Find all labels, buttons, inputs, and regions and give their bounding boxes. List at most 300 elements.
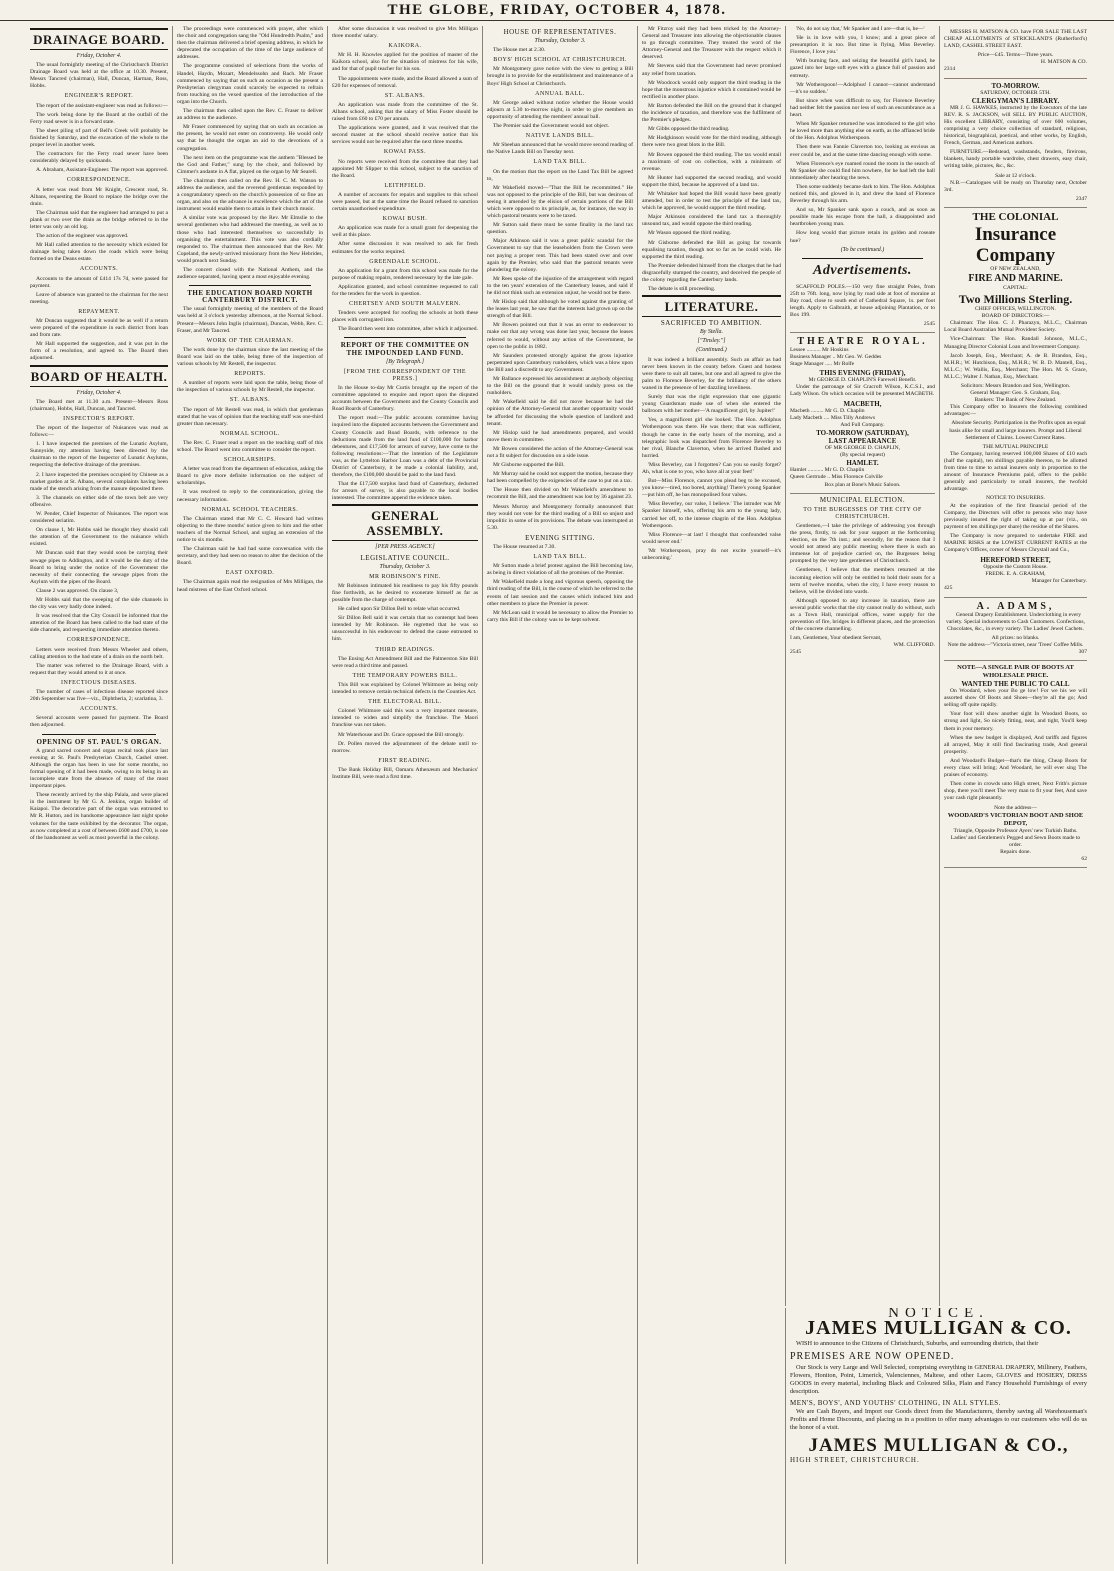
assembly-para: The House then divided on Mr Wakefield's amendment to recommit the Bill, and the amendment was lost by 36 against 23. <box>487 487 633 501</box>
insurance-nz: OF NEW ZEALAND, <box>990 265 1041 272</box>
boots-addr2: Triangle, Opposite Professor Ayers' new Turkish Baths. <box>953 827 1078 834</box>
to-be-continued: (To be continued.) <box>840 246 885 253</box>
health-para: 2. I have inspected the premises occupied by Chinese as a market garden at St. Albans, several complaints having been made of the stench arising from the manure deposited there. <box>30 471 168 492</box>
column-1 <box>26 26 172 1564</box>
accounts-heading: ACCOUNTS. <box>79 266 119 273</box>
theatre-last: LAST APPEARANCE <box>828 437 897 446</box>
education-para: An application for a grant from this school was made for the purpose of making repairs, rendered necessary by the late gale. <box>332 267 478 281</box>
assembly-para: Dr. Pollen moved the adjournment of the debate until to-morrow. <box>332 740 478 754</box>
education-para: Tenders were accepted for roofing the schools at both these places with corrugated iron. <box>332 310 478 324</box>
boots-addr4: Repairs done. <box>1000 848 1031 855</box>
story-para: With burning face, and seizing the beautiful girl's hand, he gazed into her large soft eyes with a glance full of passion and entreaty. <box>790 58 935 79</box>
boots-note: Note the address— <box>994 804 1037 811</box>
story-title: SACRIFICED TO AMBITION. <box>660 319 763 328</box>
assembly-para: Mr Montgomery gave notice with the view to getting a Bill brought in to provide for the establishment and maintenance of a Boys' High School at Christchurch. <box>487 66 633 87</box>
theatre-box: Box plan at Bone's Music Saloon. <box>824 481 901 488</box>
education-para: Mr H. H. Knowles applied for the position of master of the Kaikora school, also for the situation of mistress for his wife, and for that of pupil teacher for his son. <box>332 52 478 73</box>
adams-address: Note the address—"Victoria street, near 'Trees' Coffee Mills. <box>947 641 1084 648</box>
assembly-para: Mr Gibbs opposed the third reading. <box>648 126 730 133</box>
education-para: The applications were granted, and it was resolved that the second master at the school should receive notice that his services would not be required after the next three months. <box>332 125 478 146</box>
story-para: Surely that was the right expression that one gigantic young Guardsman made use of when she entered the ballroom with her mother—'A magnificent girl, by Jupiter!' <box>642 394 781 415</box>
land-fund-heading: REPORT OF THE COMMITTEE ON THE IMPOUNDED LAND FUND. <box>340 341 470 357</box>
drainage-intro: The usual fortnightly meeting of the Christchurch District Drainage Board was held at the office at 10.30. Present, Messrs Tancred (chairman), Hall, Duncan, Harman, Ross, Hobbs. <box>30 62 168 90</box>
theatre-tomorrow: TO-MORROW (SATURDAY), <box>816 429 909 438</box>
assembly-para: Mr Fitzroy said they had been tricked by the Attorney-General and Treasurer into allowing the objectionable clauses to go through committee. They treated the word of the Attorney-General and the Treasurer with the respect which it deserved. <box>642 26 781 61</box>
board-of-health-heading: BOARD OF HEALTH. <box>30 365 168 387</box>
library-note: N.B.—Catalogues will be ready on Thursday next, October 3rd. <box>944 179 1087 193</box>
land-para: In the House to-day Mr Curtis brought up the report of the committee appointed to enquire and report upon the disputed accounts between the Government and the County Councils and Road Boards of Canterbury. <box>332 384 478 413</box>
boots-verse: And Woodard's Budget—that's the thing, Cheap Boots for every class will bring; And Woodard, he will ever sing The praises of economy. <box>944 757 1087 779</box>
boots-addr3: Ladies' and Gentlemen's Pegged and Sewn Boots made to order. <box>950 834 1081 848</box>
insurance-bankers: Bankers: The Bank of New Zealand. <box>974 397 1057 404</box>
health-para: The matter was referred to the Drainage Board, with a request that they would attend to it at once. <box>30 662 168 676</box>
education-subheading: REPORTS. <box>234 371 266 378</box>
boots-want: WANTED THE PUBLIC TO CALL <box>961 680 1070 689</box>
drainage-para: Leave of absence was granted to the chairman for the next meeting. <box>30 291 168 305</box>
library-ad <box>944 79 1087 208</box>
education-subheading: NORMAL SCHOOL TEACHERS. <box>201 506 299 513</box>
notice-heading: NOTICE. <box>888 1308 989 1321</box>
theatre-of: OF MR GEORGE D. CHAPLIN, <box>824 445 901 452</box>
assembly-para: Mr Hislop said that although he voted against the granting of the leases last year, he saw that the interests had grown up on the strength of that Bill. <box>487 299 633 320</box>
column-4 <box>482 26 637 1564</box>
mulligan-address: HIGH STREET, CHRISTCHURCH. <box>790 1456 920 1465</box>
drainage-para: The contractors for the Ferry road sewer have been considerably delayed by quicksands. <box>30 151 168 165</box>
drainage-para: Mr Duncan suggested that it would be as well if a return were prepared of the expenditure in each district from loan and from rate. <box>30 318 168 339</box>
health-para: The number of cases of infectious disease reported since 20th September was five—viz., Diphtheria, 2; scarlatina, 3. <box>30 689 168 703</box>
education-subheading: EAST OXFORD. <box>225 570 275 577</box>
divider <box>344 337 466 338</box>
library-title: CLERGYMAN'S LIBRARY. <box>971 96 1060 105</box>
education-subheading: LEITHFIELD. <box>384 182 426 189</box>
mulligan-wish: WISH to announce to the Citizens of Christchurch, Suburbs, and surrounding districts, that their <box>796 1340 1039 1348</box>
library-furniture: FURNITURE.—Bedstead, washstands, fenders, fireirons, blankets, handy portable wardrobe, chest drawers, easy chair, writing table, pictures, &c., &c. <box>944 149 1087 170</box>
assembly-para: Mr Gisborne defended the Bill as going far towards equalising taxation, though not so far as he could wish. He supported the third reading. <box>642 239 781 260</box>
scaffold-text: SCAFFOLD POLES.—150 very fine straight Poles, from 25ft to 76ft. long, now lying by road side at foot of moraine at Bay road, close to south end of Cathedral Square, 1s. per foot length. Apply to Galbraith, at house adjoining Plantation, or to Box 199. <box>790 283 935 319</box>
insurance-board: BOARD OF DIRECTORS:— <box>981 313 1050 320</box>
boots-verse: Then come in crowds unto High street, Next Frith's picture shop, there you'll meet The very man to fit your feet, And save your cash right pleasantly. <box>944 781 1087 802</box>
assembly-para: Mr Stevens said that the Government had never promised any relief from taxation. <box>642 63 781 77</box>
assembly-para: The Premier said the Government would not object. <box>493 123 610 130</box>
drainage-para: Mr Hall called attention to the necessity which existed for drainage being taken down the roads which were being formed on the Deans estate. <box>30 242 168 263</box>
assembly-para: Mr Whitaker had hoped the Bill would have been greatly amended, but in order to test the principle of the land tax, which he approved, he would support the third reading. <box>642 190 781 212</box>
story-continued: (Continued.) <box>696 347 727 354</box>
theatre-request: (By special request) <box>840 452 885 459</box>
health-para: The report of the Inspector of Nuisances was read as follows:— <box>30 424 168 439</box>
municipal-para: Although opposed to any increase in taxation, there are several public works that the city cannot really do without, such as a Town Hall, municipal offices, water supply for the prevention of fire, bridges in different places, and the protection of the concrete channelling. <box>790 597 935 633</box>
assembly-subheading: THE ELECTORAL BILL. <box>368 699 442 706</box>
adams-prizes: All prizes: no blanks. <box>991 634 1040 641</box>
insurance-mutual-text: The Company, having reserved 100,000 Shares of £10 each (half the capital), ten shillings payable thereon, to be allotted from time to time to actual insurers only in proportion to the amount of Insurance Premiums paid, offers to the public generally and particularly to small insurers, the twofold advantage. <box>944 450 1087 493</box>
boots-head: NOTE—A SINGLE PAIR OF BOOTS AT WHOLESALE PRICE. <box>957 664 1074 680</box>
general-assembly-heading: GENERAL ASSEMBLY. <box>332 504 478 541</box>
correspondent-note: [FROM THE CORRESPONDENT OF THE PRESS.] <box>343 368 466 382</box>
land-para: The report read:—The public accounts committee having inquired into the disputed accounts between the Government and County Councils and Road Boards, with reference to the deductions made from the land fund of £100,000 for harbor debentures, and £17,500 for arrears of survey, have come to the following resolutions:—That the intention of the Legislature was, as the Lyttelton Harbor Loan was a debt of the Provincial District of Canterbury, it be made a colonial liability, and, therefore, the £100,000 should be paid to the land fund. <box>332 415 478 479</box>
drainage-para: Mr Hall supported the suggestion, and it was put in the form of a resolution, and agreed to. The Board then adjourned. <box>30 341 168 362</box>
matson-price: Price—£45. Terms—Three years. <box>977 52 1054 59</box>
theatre-business: Business Manager .. Mr Geo. W. Geddes <box>790 354 882 361</box>
municipal-para: Gentlemen,—I take the privilege of addressing you through the press, firstly, to ask for your support at the forthcoming election, on the 7th inst.; and secondly, for the reason that I would not attend any public meeting where there is such an immense lot of prejudice carried on, the Burgesses being prompted by the very late gentlemen of Christchurch. <box>790 522 935 565</box>
assembly-subheading: LAND TAX BILL. <box>533 554 587 561</box>
education-para: After some discussion it was resolved to ask for fresh estimates for the works required. <box>332 241 478 255</box>
municipal-to: TO THE BURGESSES OF THE CITY OF CHRISTCHURCH. <box>803 506 922 520</box>
organ-para: The chairman then called on the Rev. H. C. M. Watson to address the audience, and the reverend gentleman responded by a congratulatory speech on the church's possession of so fine an organ, and also on the advance in excellence which the art of the instrument would enable them to attain in their church music. <box>177 177 323 213</box>
theatre-ad <box>790 333 935 493</box>
theatre-play: MACBETH, <box>843 399 882 408</box>
story-para: When Florence's eye roamed round the room in the search of Mr Spanker she could find him nowhere, for he had left the ball immediately after hearing the news. <box>790 160 935 181</box>
health-accounts-heading: ACCOUNTS. <box>79 706 119 713</box>
repayment-heading: REPAYMENT. <box>78 308 120 315</box>
insurance-ad <box>944 208 1087 598</box>
evening-sitting-heading: EVENING SITTING. <box>525 533 595 542</box>
story-para: 'Miss Beverley, can I forgotten? Can you so easily forget? Ah, what is one to you, who have all at your feet!' <box>642 461 781 475</box>
boots-verse: When the new budget is displayed, And tariffs and figures all arrayed, May it still find fascinating trade, And general prosperity. <box>944 734 1087 755</box>
education-subheading: GREENDALE SCHOOL. <box>369 258 441 265</box>
assembly-para: Mr Sheehan announced that he would move second reading of the Native Lands Bill on Tuesday next. <box>487 142 633 156</box>
insurance-advantages: Absolute Security. Participation in the Profits upon an equal basis alike for small and large insurers. Prompt and Liberal Settlement of Claims. Lowest Current Rates. <box>949 420 1086 441</box>
education-para: No reports were received from the committee that they had appointed Mr Slipper to this school, subject to the sanction of the Board. <box>332 158 478 179</box>
education-para: An application was made from the committee of the St. Albans school, asking that the salary of Miss Foster should be raised from £60 to £70 per annum. <box>332 101 478 123</box>
column-5 <box>637 26 785 1564</box>
assembly-para: Mr Barton defended the Bill on the ground that it changed the incidence of taxation, and therefore was the fulfilment of the Premier's pledges. <box>642 102 781 124</box>
insurance-chief: CHIEF OFFICES, WELLINGTON. <box>975 306 1056 313</box>
divider <box>42 734 156 735</box>
organ-para: A grand sacred concert and organ recital took place last evening at St. Paul's Presbyterian Church, Cashel street. Although the organ has been in use for some months, no formal opening of it had been made, owing to its being in an incomplete state from the absence of many of the most important pipes. <box>30 747 168 790</box>
story-para: 'He is in love with you, I know; and a great piece of presumption it is too. But time is flying, Miss Beverley. Florence, I love you.' <box>790 35 935 56</box>
assembly-para: The House resumed at 7.30. <box>493 544 556 550</box>
theatre-cast: Queen Gertrude .. Miss Florence Colville <box>790 474 883 481</box>
ad-number: 2347 <box>1075 195 1087 202</box>
education-subheading: ST. ALBANS. <box>229 397 271 404</box>
education-subheading: ST. ALBANS. <box>384 92 426 99</box>
drainage-para: The sheet piling of part of Bell's Creek will probably be finished by Saturday, and the excavation of the whole to the proper level in another week. <box>30 127 168 149</box>
drainage-date: Friday, October 4. <box>76 53 122 59</box>
assembly-para: Major Atkinson considered the land tax a thoroughly unsound tax, and would oppose the third reading. <box>642 214 781 228</box>
drainage-board-heading: DRAINAGE BOARD. <box>30 28 168 50</box>
theatre-cast: Macbeth ......... Mr G. D. Chaplin <box>790 407 865 414</box>
theatre-title: THEATRE ROYAL. <box>797 336 928 348</box>
health-intro: The Board met at 11.30 a.m. Present—Messrs Ross (chairman), Hobbs, Hall, Duncan, and Tancred. <box>30 398 168 412</box>
education-para: After some discussion it was resolved to give Mrs Milligan three months' salary. <box>332 26 478 40</box>
ad-number: 2545 <box>790 649 802 656</box>
press-agency-note: [PER PRESS AGENCY.] <box>375 544 435 551</box>
story-para: 'Miss Beverley, our valse, I believe.' The intruder was Mr Spanker himself, who, offering his arm to the young lady, carried her off, to the intense chagrin of the Hon. Adolphus Wotherspoon. <box>642 501 781 529</box>
story-para: 'Mr Wotherspoon!—Adolphus! I cannot—cannot understand—it's so sudden.' <box>790 81 935 95</box>
assembly-para: This Bill was explained by Colonel Whitmore as being only intended to remove certain technical defects in the Counties Act. <box>332 681 478 696</box>
land-para: That the £17,500 surplus land fund of Canterbury, deducted for arrears of survey, is also payable to the local bodies interested. The committee append the evidence taken. <box>332 481 478 502</box>
health-para: Clause 2 was approved. On clause 3, <box>36 587 119 594</box>
column-6 <box>785 26 939 1306</box>
column-2 <box>172 26 327 1564</box>
education-para: The Chairman stated that Mr C. C. Howard had written objecting to the three months' notice given to him and the other teachers of the Normal School, and urging an extension of the notice to six months. <box>177 515 323 543</box>
assembly-para: Mr Wakefield said he did not move because he had the opinion of the Attorney-General that another opportunity would be afforded for discussing the whole question of landlord and tenant. <box>487 399 633 427</box>
inspector-report-heading: INSPECTOR'S REPORT. <box>63 415 135 422</box>
assembly-para: Mr Rees spoke of the injustice of the arrangement with regard to the ten years' extension of the Canterbury leases, and said if he did not think such an extension unjust, he would not be there. <box>487 275 633 296</box>
education-subheading: CHERTSEY AND SOUTH MALVERN. <box>349 301 461 308</box>
story-para: But—Miss Florence, cannot you plead beg to be excused, you know—tired, too bored, anything! There's young Spanker—put him off, he has monopolised four valses. <box>642 478 782 499</box>
drainage-para: The report of the assistant-engineer was read as follows:— <box>36 102 168 109</box>
organ-para: These recently arrived by the ship Palala, and were placed in the instrument by Mr G. A. Jenkins, organ builder of Kaiapoi. The decorative part of the organ was entrusted to Mr R. Hutton, and its handsome appearance last night spoke volumes for the taste exhibited by the decorator. The organ, as now completed at a cost of between £600 and £700, is one of the handsomest as well as most powerful in the colony. <box>30 792 168 841</box>
education-para: The Board then went into committee, after which it adjourned. <box>338 326 478 333</box>
assembly-para: Colonel Whitmore said this was a very important measure, intended to widen and simplify the franchise. The Maori franchise was not taken. <box>332 708 478 729</box>
assembly-subheading: THE TEMPORARY POWERS BILL. <box>352 672 458 679</box>
insurance-title: Insurance Company <box>974 223 1057 266</box>
education-subheading: WORK OF THE CHAIRMAN. <box>206 337 294 344</box>
organ-para: A similar vote was proposed by the Rev. Mr Elmslie to the several gentlemen who had addressed the meeting, as well as to those who had interested themselves so successfully in organising the entertainment. This vote was also cordially responded to. The chairman then announced that the Rev. Mr Copeland, the newly-arrived missionary from the New Hebrides, would preach next Sunday. <box>177 215 323 264</box>
insurance-hereford: HEREFORD STREET, <box>980 556 1051 565</box>
library-date: SATURDAY, OCTOBER 5TH. <box>980 89 1051 96</box>
education-para: A number of reports were laid upon the table, being those of the inspection of various schools by Mr Restell, the inspector. <box>177 380 323 394</box>
mulligan-mens: MEN'S, BOYS', AND YOUTHS' CLOTHING, IN ALL STYLES. <box>790 1399 1001 1408</box>
divider <box>802 258 923 259</box>
education-para: The usual fortnightly meeting of the members of the Board was held at 3 o'clock yesterday afternoon, at the Normal School. Present—Messrs John Inglis (chairman), Duncan, Webb, Rev. C. Fraser, and Mr Tancred. <box>177 306 323 334</box>
story-author: By Stella. <box>700 329 723 336</box>
ad-number: 62 <box>1081 855 1087 862</box>
advertisements-heading: Advertisements. <box>813 262 912 278</box>
ad-number: 2314 <box>944 66 956 73</box>
education-subheading: KOWAI PASS. <box>383 149 427 156</box>
education-para: A number of accounts for repairs and supplies to this school were passed, but at the same time the Board refused to sanction certain unauthorised expenditure. <box>332 191 478 213</box>
municipal-signature: WM. CLIFFORD. <box>893 642 935 649</box>
correspondence-heading: CORRESPONDENCE. <box>66 177 132 184</box>
library-tomorrow: TO-MORROW. <box>991 81 1040 90</box>
drainage-para: The work being done by the Board at the outfall of the Ferry road sewer is in a forward state. <box>30 111 168 125</box>
insurance-graham: FREDK. E. A. GRAHAM, <box>985 571 1046 578</box>
assembly-para: Mr Saunders protested strongly against the gross injustice perpetrated upon Canterbury runholders, which was a blow upon the Bill and a discredit to any Government. <box>487 352 633 373</box>
health-para: Several accounts were passed for payment. The Board then adjourned. <box>30 715 168 729</box>
education-subheading: KOWAI BUSH. <box>382 216 428 223</box>
drainage-para: Accounts to the amount of £414 17s 7d, were passed for payment. <box>30 275 168 289</box>
municipal-closing: I am, Gentlemen, Your obedient Servant, <box>790 635 882 642</box>
health-para: 1. I have inspected the premises of the Lunatic Asylum, Sunnyside, my attention having been directed by the chairman to the report of the Inspector of Lunatic Asylums, respecting the defective drainage of the premises. <box>30 441 168 469</box>
assembly-para: Mr Hodgkinson would vote for the third reading, although there were two great blots in the Bill. <box>642 135 781 149</box>
insurance-gm: General Manager: Geo. S. Graham, Esq. <box>970 390 1061 397</box>
theatre-full: And Full Company. <box>840 422 885 429</box>
masthead-title: THE GLOBE, FRIDAY, OCTOBER 4, 1878. <box>387 2 727 18</box>
organ-heading: OPENING OF ST. PAUL'S ORGAN. <box>36 737 162 746</box>
health-correspondence-heading: CORRESPONDENCE. <box>66 637 132 644</box>
literature-heading: LITERATURE. <box>642 295 781 317</box>
matson-sign: H. MATSON & CO. <box>1040 59 1087 66</box>
assembly-para: Mr Hunter had supported the second reading, and would support the third, because he approved of a land tax. <box>642 174 781 188</box>
mulligan-notice <box>785 1308 1091 1564</box>
assembly-para: Mr Murray said he could not support the motion, because they had been compelled by the exigencies of the case to put on a tax. <box>487 471 633 485</box>
insurance-notice-text: At the expiration of the first financial period of the Company, the Directors will offer to persons who may have previously insured the right of taking up at par (viz., on payment of ten shillings per share) the residue of the Shares. <box>944 502 1087 530</box>
theatre-stage: Stage Manager ..... Mr Rolfe <box>790 361 855 368</box>
story-para: And so, Mr Spanker sank upon a couch, and as soon as possible made his escape from the hall, a disappointed and heartbroken young man. <box>790 207 935 228</box>
masthead <box>0 0 1114 21</box>
theatre-tonight: THIS EVENING (FRIDAY), <box>819 368 906 377</box>
assembly-subheading: LAND TAX BILL. <box>533 159 587 166</box>
municipal-para: Gentlemen, I believe that the members returned at the incoming election will only be entitled to hold their seats for a term of twelve months, when the city, I have every reason to believe, will be divided into wards. <box>790 567 935 595</box>
boots-verse: On Woodard, when your Bo ge low! For we his we will assorted show Of Boots and Shoes—they're all the go; And selling off quite rapidly. <box>944 688 1087 709</box>
assembly-para: Mr George asked without notice whether the House would adjourn at 5.30 to-morrow night, in order to give members an opportunity of attending the members' annual ball. <box>487 99 633 120</box>
education-subheading: KAIKORA. <box>388 43 422 50</box>
insurance-fire: FIRE AND MARINE. <box>968 272 1063 284</box>
assembly-subheading: MR ROBINSON'S FINE. <box>369 573 441 580</box>
story-para: Then there was Fannie Claverton too, looking as envious as ever could be, and at the same time dancing enough with some. <box>790 144 935 158</box>
mulligan-stock: Our Stock is very Large and Well Selected, comprising everything in GENERAL DRAPERY, Millinery, Feathers, Flowers, Honiton, Point, Limerick, Valenciennes, Maltese, and other Laces, GLOVES and HOSIERY, DRESS GOODS in every material, including Black and Coloured Silks, Plain and Fancy Household Furnishings of every description. <box>790 1364 1087 1396</box>
health-para: On clause 1, Mr Hobbs said he thought they should call the attention of the Government to the nuisance which existed. <box>30 527 168 548</box>
boots-verse: Your foot will show another sight In Woodard Boots, so strong and light, So nicely fitting, neat, and tight, You'll keep them in your memory. <box>944 711 1087 732</box>
insurance-solicitors: Solicitors: Messrs Brandon and Son, Wellington. <box>960 383 1071 389</box>
education-para: The work done by the chairman since the last meeting of the Board was laid on the table, being three of the inspection of various schools by Mr Restell, the inspector. <box>177 346 323 368</box>
theatre-hamlet: HAMLET. <box>846 459 879 468</box>
assembly-para: Mr Wakefield moved—"That the Bill be recommitted." He was not opposed to the principle of the Bill, but was desirous of seeing it amended by the elision of certain portions of the Bill which were opposed to its principle, as, for instance, the way in which pastoral tenants were to be taxed. <box>487 184 633 220</box>
assembly-para: Mr Sutton said there must be some finality in the land tax question. <box>487 222 633 236</box>
assembly-para: Mr Bowen considered the action of the Attorney-General was not a fit subject for discussion on a side issue. <box>487 445 633 459</box>
municipal-heading: MUNICIPAL ELECTION. <box>819 495 906 504</box>
story-para: It was indeed a brilliant assembly. Such an affair as had never been known in the county before. Guest and hostess were there to suit all tastes, but one and all agreed to give the palm to Florence Beverley, for the brilliancy of the others waned in the presence of her dazzling loveliness. <box>642 356 781 391</box>
assembly-subheading: FIRST READING. <box>378 757 432 764</box>
column-7 <box>939 26 1091 1306</box>
assembly-subheading: BOYS' HIGH SCHOOL AT CHRISTCHURCH. <box>493 57 627 64</box>
assembly-subheading: THIRD READINGS. <box>375 646 435 653</box>
health-para: Mr Hobbs said that the sweeping of the side channels in the city was very badly done indeed. <box>30 597 168 611</box>
assembly-subheading: ANNUAL BALL. <box>535 90 585 97</box>
house-date: Thursday, October 3. <box>534 38 586 45</box>
theatre-lessee: Lessee .......... Mr Hoskins <box>790 347 849 354</box>
mulligan-cash: We are Cash Buyers, and Import our Goods direct from the Manufacturers, thereby saving all Warehouseman's Profits and Home Discounts, and placing us in a position to offer many advantages to our customers who will do us the honor of a visit. <box>790 1408 1087 1432</box>
assembly-para: Mr Ballance expressed his astonishment at anybody objecting to the Bill on the ground that it would unduly press on the runholders. <box>487 376 633 397</box>
story-para: 'No, do not say that,' Mr Spanker and I are—that is, he—' <box>796 26 925 32</box>
library-sale: Sale at 12 o'clock. <box>995 172 1036 179</box>
insurance-chairman: Chairman: The Hon. C. J. Pharazyn, M.L.C., Chairman Local Board Australian Mutual Provident Society. <box>944 320 1087 334</box>
insurance-graham-title: Manager for Canterbury. <box>1031 578 1087 585</box>
ad-number: 2545 <box>923 321 935 328</box>
assembly-para: On the motion that the report on the Land Tax Bill be agreed to, <box>487 168 633 182</box>
insurance-offers: This Company offer to Insurers the following combined advantages:— <box>944 404 1087 418</box>
story-para: But since when was difficult to say, for Florence Beverley had neither felt the passion nor less of such an encumbrance as a heart. <box>790 97 935 119</box>
boots-addr: WOODARD'S VICTORIAN BOOT AND SHOE DEPOT, <box>947 811 1084 827</box>
drainage-para: The Chairman said that the engineer had arranged to put a plank or two over the drain as the bridge referred to in the letter was only an old log. <box>30 209 168 230</box>
legislative-council-heading: LEGISLATIVE COUNCIL. <box>360 553 450 562</box>
education-para: An application was made for a small grant for deepening the well at this place. <box>332 225 478 239</box>
health-para: Letters were received from Messrs Wheeler and others, calling attention to the bad state of a drain on the north belt. <box>30 646 168 660</box>
telegraph-note: [By Telegraph.] <box>385 358 425 365</box>
ad-number: 307 <box>1078 649 1087 655</box>
story-para: 'Mr Wotherspoon, pray do not excite yourself—it's unbecoming.' <box>642 547 781 561</box>
mulligan-premises: PREMISES ARE NOW OPENED. <box>790 1351 955 1363</box>
adams-text: General Drapery Establishment. Underclothing in every variety. Special inducements to Cash Customers. Confections, Chocolates, &c., in every variety. The Ladies' Jewel Cachets. <box>946 611 1085 632</box>
column-3 <box>327 26 482 1564</box>
assembly-para: Sir Dillon Bell said it was certain that no contempt had been intended by Mr Robinson. He regretted that he was so unsuccessful in his endeavour to defend the cause entrusted to him. <box>332 615 478 643</box>
assembly-para: The Ensing Act Amendment Bill and the Palmerston Site Bill were read a third time and passed. <box>332 655 478 669</box>
matson-text: MESSRS H. MATSON & CO. have FOR SALE THE LAST CHEAP ALLOTMENTS of STRICKLAND'S (Rutherford's) LAND, CASHEL STREET EAST. <box>944 29 1087 50</box>
health-para: It was resolved that the City Council be informed that the attention of the Board has been called to the bad state of the side channels, and requesting immediate attention thereto. <box>30 613 168 634</box>
education-para: The appointments were made, and the Board allowed a sum of £20 for expenses of removal. <box>332 75 478 89</box>
education-para: The Chairman said he had had some conversation with the secretary, and they had seen no reason to alter the decision of the Board. <box>177 546 323 567</box>
health-para: 3. The channels on either side of the town belt are very offensive. <box>30 494 168 508</box>
health-para: Mr Duncan said that they would soon be carrying their sewage pipes to Addington, and it would be the duty of the Board to bring under the notice of the Government the necessity of their connecting the sewage pipes from the Asylum with the pipes of the Board. <box>30 550 168 585</box>
engineer-report-heading: ENGINEER'S REPORT. <box>64 93 134 100</box>
insurance-mutual: THE MUTUAL PRINCIPLE <box>982 443 1049 450</box>
assembly-para: Mr Robinson intimated his readiness to pay his fifty pounds fine forthwith, as he desired to exonerate himself as far as possible from the charge of contempt. <box>332 582 478 603</box>
assembly-para: Mr Wason opposed the third reading. <box>648 230 732 237</box>
insurance-notice: NOTICE TO INSURERS. <box>986 495 1045 502</box>
insurance-prepared: The Company is now prepared to undertake FIRE and MARINE RISKS at the LOWEST CURRENT RATES at the Company's Offices, corner of Messrs Chrystall and Co., <box>944 532 1087 554</box>
assembly-para: Mr Wakefield made a long and vigorous speech, opposing the third reading of the Bill, in the course of which he referred to the events of last session and the causes which induced him and other members to place the Premier in power. <box>487 579 633 607</box>
drainage-para: A letter was read from Mr Knight, Crescent road, St. Albans, requesting the Board to replace the bridge over the drain. <box>30 186 168 207</box>
mulligan-name-footer: JAMES MULLIGAN & CO., <box>808 1435 1069 1457</box>
drainage-para: The action of the engineer was approved. <box>36 233 129 240</box>
adams-ad <box>944 598 1087 662</box>
insurance-directors: Jacob Joseph, Esq., Merchant; A. de B. Brandon, Esq., M.H.R.; W. Hutchison, Esq., M.H.R.; W. B. D. Mantell, Esq., M.L.C.; W. Wallis, Esq., Merchant; The Hon. M. S. Grace, M.L.C.; Walter J. Nathan, Esq., Merchant. <box>944 352 1087 380</box>
theatre-benefit: Mr GEORGE D. CHAPLIN'S Farewell Benefit. <box>808 376 917 383</box>
story-para: Yes, a magnificent girl she looked. The Hon. Adolphus Wotherspoon was there. He was there; that was sufficient, though he came in the early hours of the morning, and a telegraphic look was dispatched from Florence Beverley to her rival, Blanche Claverton, when he arrived flushed and hurried. <box>642 417 781 459</box>
adams-title: A. ADAMS, <box>976 600 1055 612</box>
divider <box>189 285 311 286</box>
education-subheading: NORMAL SCHOOL. <box>220 430 280 437</box>
assembly-para: Messrs Murray and Montgomery formally announced that they would not vote for the third reading of a Bill so unjust and impolitic in some of its provisions. The debate was interrupted at 5.30. <box>487 503 633 531</box>
assembly-para: The Premier defended himself from the charges that he had disgracefully stumped the country, and deceived the people of the colony regarding the Canterbury lands. <box>642 262 781 283</box>
story-para: When Mr Spanker returned he was introduced to the girl who he loved more than anything else on earth, as the affianced bride of the Hon. Adolphus Wotherspoon. <box>790 121 935 142</box>
library-text: MR J. G. HAWKES, instructed by the Executors of the late REV. R. S. JACKSON, will SELL BY PUBLIC AUCTION, His excellent LIBRARY, consisting of over 600 volumes, comprising a very choice collection of standard, religious, historical, biographical, poetical, and other works, by English, French, German, and American authors. <box>944 104 1087 147</box>
education-para: The Rev. C. Fraser read a report on the teaching staff of this school. The Board went into committee to consider the report. <box>177 439 323 453</box>
matson-ad <box>944 26 1087 79</box>
drainage-para: A. Abraham, Assistant-Engineer. The report was approved. <box>36 167 168 174</box>
organ-para: The concert closed with the National Anthem, and the audience separated, having spent a most enjoyable evening. <box>177 267 323 281</box>
assembly-para: Mr McLean said it would be necessary to allow the Premier to carry this Bill if the colony was to be kept solvent. <box>487 609 633 623</box>
assembly-para: He called upon Sir Dillon Bell to relate what occurred. <box>338 606 461 613</box>
story-para: How long would that picture retain its golden and roseate hue? <box>790 230 935 244</box>
boots-ad <box>944 661 1087 868</box>
assembly-para: Mr Waterhouse and Dr. Grace opposed the Bill strongly. <box>338 731 464 738</box>
council-date: Thursday, October 3. <box>379 563 431 570</box>
organ-para: The chairman then called upon the Rev. C. Fraser to deliver an address to the audience. <box>177 108 323 122</box>
theatre-patronage: Under the patronage of Sir Cracroft Wilson, K.C.S.I., and Lady Wilson. On which occasion will be presented MACBETH. <box>790 383 935 397</box>
assembly-para: Mr Bowen pointed out that it was an error to endeavour to make out that any wrong was done last year, because the leases referred to would, without any action of the Government, be open to the public in 1882. <box>487 322 633 350</box>
education-para: A letter was read from the department of education, asking the Board to give more definite information on the subject of scholarships. <box>177 466 323 487</box>
assembly-para: Mr Sutton made a brief protest against the Bill becoming law, as being in direct violation of all the promises of the Premier. <box>487 563 633 577</box>
insurance-opposite: Opposite the Custom House. <box>983 564 1048 571</box>
assembly-subheading: NATIVE LANDS BILL. <box>525 133 595 140</box>
story-para: Then some suddenly became dark to him. The Hon. Adolphus noticed this, and glowed in it, and drew the hand of Florence Beverley through his arm. <box>790 183 935 205</box>
education-para: The Chairman again read the resignation of Mrs Milligan, the head mistress of the East Oxford school. <box>177 579 323 593</box>
organ-para: The programme consisted of selections from the works of Handel, Haydn, Mozart, Mendelssohn and Bach. Mr Fraser commenced by saying that on such an occasion as the present a Presbyterian clergyman could scarcely be expected to refrain from touching on the vexed question of the introduction of the organ into the Church. <box>177 63 323 105</box>
assembly-para: The debate is still proceeding. <box>648 286 716 293</box>
health-date: Friday, October 4. <box>76 389 122 396</box>
education-para: The report of Mr Restell was read, in which that gentleman stated that he was of opinion that the teaching staff was one-third greater than necessary. <box>177 406 323 427</box>
insurance-millions: Two Millions Sterling. <box>958 292 1073 307</box>
story-source: ["Tinsley."] <box>697 338 726 345</box>
assembly-para: Mr Bowen opposed the third reading. The tax would entail a maximum of cost on collection, with a minimum of revenue. <box>642 151 781 172</box>
theatre-cast: Hamlet ........... Mr G. D. Chaplin <box>790 467 865 474</box>
scaffold-ad <box>790 281 935 334</box>
education-para: Application granted, and school committee requested to call for the tenders for the work in question. <box>332 283 478 297</box>
story-para: 'Miss Florence—at last! I thought that confounded valse would never end.' <box>642 531 781 545</box>
assembly-para: The Bank Holiday Bill, Oamaru Athenæum and Mechanics' Institute Bill, were read a first time. <box>332 766 478 780</box>
health-para: W. Pender, Chief Inspector of Nuisances. The report was considered seriatim. <box>30 510 168 525</box>
assembly-para: Mr Woodcock would only support the third reading in the hope that the monstrous injustice which it contained would be rectified in another place. <box>642 79 781 100</box>
house-heading: HOUSE OF REPRESENTATIVES. <box>503 28 617 36</box>
insurance-capital: CAPITAL: <box>1003 284 1028 291</box>
ad-number: 425 <box>944 585 953 592</box>
assembly-para: Mr Gisborne supported the Bill. <box>493 462 565 469</box>
organ-para: The proceedings were commenced with prayer, after which the choir and congregation sang the "Old Hundredth Psalm," and then the chairman delivered a brief opening address, in which he deprecated the occupation of the time of the large audience of addresses. <box>177 26 323 61</box>
infectious-heading: INFECTIOUS DISEASES. <box>60 679 137 686</box>
education-subheading: SCHOLARSHIPS. <box>223 457 277 464</box>
assembly-para: Mr Hislop said he had amendments prepared, and would move them in committee. <box>487 429 633 443</box>
organ-para: Mr Fraser commenced by saying that on such an occasion as the present, he would not enter on controversy. He would only say that he thought the organ an aid to the devotions of a congregation. <box>177 124 323 152</box>
education-heading: THE EDUCATION BOARD NORTH CANTERBURY DISTRICT. <box>187 289 313 305</box>
colonial-title: THE COLONIAL <box>972 210 1059 223</box>
assembly-para: The House met at 2.30. <box>493 47 546 54</box>
mulligan-name: JAMES MULLIGAN & CO. <box>805 1317 1072 1340</box>
education-para: It was resolved to reply to the communication, giving the necessary information. <box>177 489 323 503</box>
insurance-vice: Vice-Chairman: The Hon. Randall Johnson, M.L.C., Managing Director Colonial Loan and Investment Company. <box>944 336 1087 350</box>
assembly-para: Major Atkinson said it was a great public scandal for the Government to say that the leaseholders from the Crown were not paying a proper rent. This had been stated over and over again by the Premier, who said that the pastoral tenants were plundering the colony. <box>487 238 633 273</box>
